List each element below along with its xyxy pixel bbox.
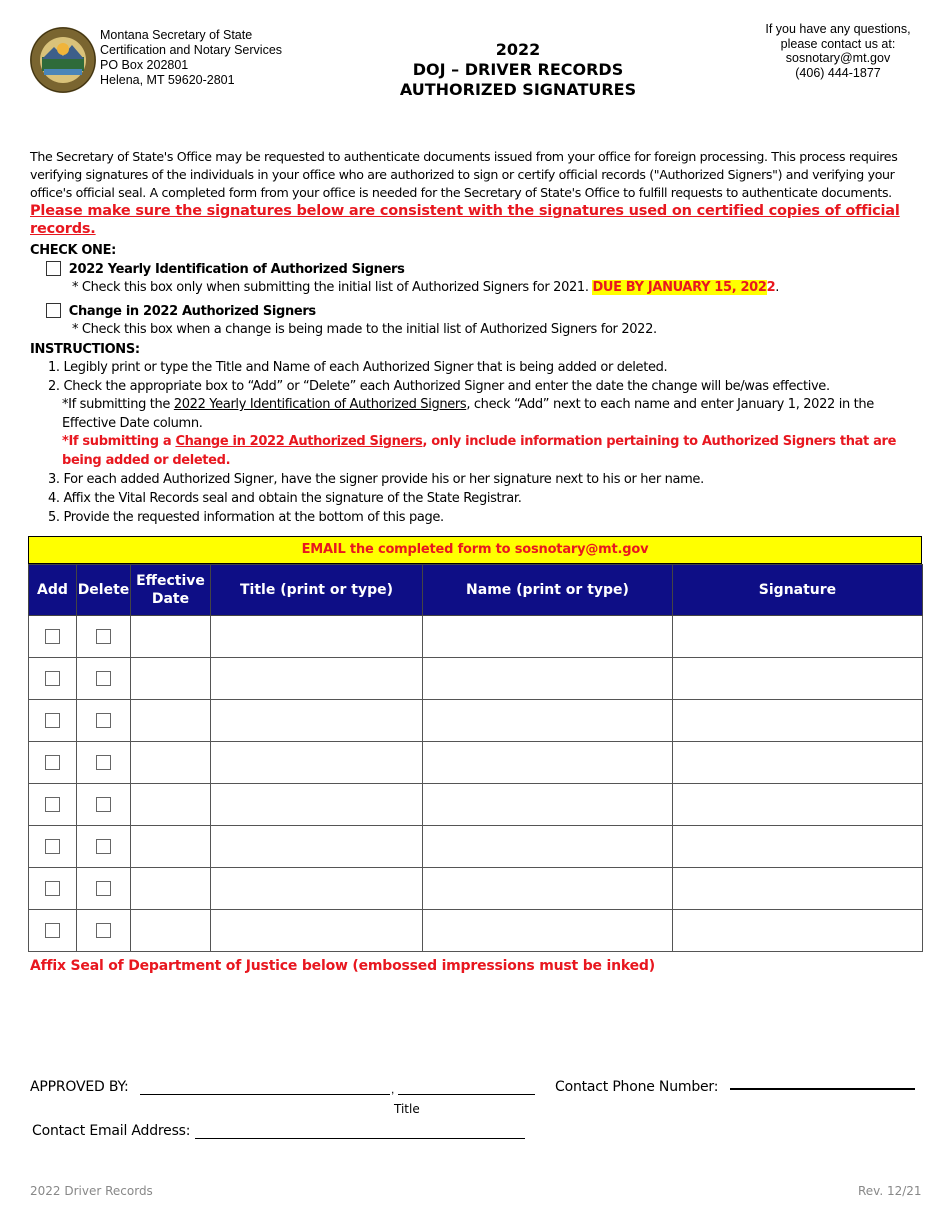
due-date-highlight: DUE BY JANUARY 15, 202 xyxy=(592,280,767,295)
name-cell[interactable] xyxy=(423,742,673,784)
title-caption: Title xyxy=(394,1102,420,1116)
name-cell[interactable] xyxy=(423,826,673,868)
add-checkbox[interactable] xyxy=(45,797,60,812)
effective-date-cell[interactable] xyxy=(131,658,211,700)
add-checkbox-cell[interactable] xyxy=(29,868,77,910)
instruction-step-2-red-note xyxy=(62,433,922,470)
signature-cell[interactable] xyxy=(673,700,923,742)
agency-line: Helena, MT 59620-2801 xyxy=(100,73,235,87)
add-checkbox-cell[interactable] xyxy=(29,742,77,784)
table-body xyxy=(29,616,923,952)
approved-by-comma: , xyxy=(391,1082,395,1096)
title-cell[interactable] xyxy=(211,784,423,826)
effective-date-cell[interactable] xyxy=(131,700,211,742)
form-title xyxy=(360,40,676,100)
approved-by-title-line[interactable] xyxy=(398,1094,535,1095)
contact-line: If you have any questions, xyxy=(765,22,911,36)
contact-phone-label: Contact Phone Number: xyxy=(555,1079,719,1095)
instruction-step-1: 1. Legibly print or type the Title and Name of each Authorized Signer that is being added or deleted. xyxy=(48,360,668,375)
contact-email-label: Contact Email Address: xyxy=(32,1123,191,1139)
add-checkbox-cell[interactable] xyxy=(29,784,77,826)
delete-checkbox-cell[interactable] xyxy=(77,784,131,826)
effective-date-cell[interactable] xyxy=(131,616,211,658)
option-yearly-label: 2022 Yearly Identification of Authorized Signers xyxy=(68,262,405,277)
instructions-heading: INSTRUCTIONS: xyxy=(30,342,140,357)
intro-text: The Secretary of State's Office may be requested to authenticate documents issued from your office for foreign processing. This process requires verifying signatures of the individuals in your office who are authorized to sign or certify official records ("Authorized Signers") and verifying your office's official seal. A completed form from your office is needed for the Secretary of State's Office to fulfill requests to authenticate documents. xyxy=(30,149,898,200)
title-cell[interactable] xyxy=(211,742,423,784)
table-row xyxy=(29,910,923,952)
add-checkbox-cell[interactable] xyxy=(29,700,77,742)
table-row xyxy=(29,742,923,784)
delete-checkbox[interactable] xyxy=(96,797,111,812)
title-cell[interactable] xyxy=(211,700,423,742)
title-cell[interactable] xyxy=(211,868,423,910)
option-change-checkbox[interactable] xyxy=(46,303,61,318)
signature-cell[interactable] xyxy=(673,742,923,784)
option-yearly-note-text: * Check this box only when submitting the initial list of Authorized Signers for 2021. xyxy=(72,280,589,295)
contact-phone: (406) 444-1877 xyxy=(795,65,881,80)
name-cell[interactable] xyxy=(423,658,673,700)
option-change-note: * Check this box when a change is being made to the initial list of Authorized Signers for 2022. xyxy=(72,322,657,337)
col-header-signature: Signature xyxy=(673,565,923,616)
title-year: 2022 xyxy=(495,40,541,59)
effective-date-cell[interactable] xyxy=(131,868,211,910)
red-note-link-change: Change in 2022 Authorized Signers xyxy=(175,434,423,449)
signature-cell[interactable] xyxy=(673,826,923,868)
add-checkbox[interactable] xyxy=(45,923,60,938)
footer-doc-name: 2022 Driver Records xyxy=(30,1184,153,1198)
option-yearly xyxy=(46,261,405,280)
delete-checkbox[interactable] xyxy=(96,755,111,770)
table-row xyxy=(29,700,923,742)
state-seal-logo xyxy=(30,27,96,93)
signature-cell[interactable] xyxy=(673,868,923,910)
approved-by-signature-line[interactable] xyxy=(140,1094,390,1095)
intro-paragraph xyxy=(30,148,925,238)
table-row xyxy=(29,868,923,910)
add-checkbox[interactable] xyxy=(45,881,60,896)
name-cell[interactable] xyxy=(423,700,673,742)
signature-cell[interactable] xyxy=(673,910,923,952)
effective-date-cell[interactable] xyxy=(131,826,211,868)
delete-checkbox-cell[interactable] xyxy=(77,910,131,952)
delete-checkbox-cell[interactable] xyxy=(77,742,131,784)
contact-info xyxy=(738,22,938,80)
contact-email-line[interactable] xyxy=(195,1138,525,1139)
col-header-add: Add xyxy=(29,565,77,616)
table-row xyxy=(29,784,923,826)
instruction-step-4: 4. Affix the Vital Records seal and obtain the signature of the State Registrar. xyxy=(48,491,522,506)
signature-cell[interactable] xyxy=(673,616,923,658)
add-checkbox-cell[interactable] xyxy=(29,658,77,700)
col-header-effective-line: Date xyxy=(151,591,190,607)
approved-by-label: APPROVED BY: xyxy=(30,1079,129,1095)
name-cell[interactable] xyxy=(423,910,673,952)
add-checkbox[interactable] xyxy=(45,713,60,728)
delete-checkbox[interactable] xyxy=(96,839,111,854)
contact-email-link[interactable]: sosnotary@mt.gov xyxy=(785,51,891,65)
add-checkbox-cell[interactable] xyxy=(29,616,77,658)
email-banner: EMAIL the completed form to sosnotary@mt.gov xyxy=(28,536,922,564)
add-checkbox[interactable] xyxy=(45,839,60,854)
seal-instruction: Affix Seal of Department of Justice below (embossed impressions must be inked) xyxy=(30,958,655,974)
effective-date-cell[interactable] xyxy=(131,784,211,826)
title-cell[interactable] xyxy=(211,658,423,700)
name-cell[interactable] xyxy=(423,784,673,826)
title-cell[interactable] xyxy=(211,910,423,952)
option-yearly-checkbox[interactable] xyxy=(46,261,61,276)
option-change-label: Change in 2022 Authorized Signers xyxy=(68,304,316,319)
instruction-step-2: 2. Check the appropriate box to “Add” or “Delete” each Authorized Signer and enter the date the change will be/was effective. xyxy=(48,379,830,394)
agency-address xyxy=(100,28,282,88)
signers-table xyxy=(28,564,923,952)
delete-checkbox-cell[interactable] xyxy=(77,826,131,868)
due-date-tail: 2 xyxy=(766,280,776,295)
red-note-text: *If submitting a xyxy=(62,434,176,449)
add-checkbox[interactable] xyxy=(45,629,60,644)
col-header-effective-line: Effective xyxy=(136,573,205,589)
delete-checkbox[interactable] xyxy=(96,671,111,686)
instruction-step-3: 3. For each added Authorized Signer, have the signer provide his or her signature next to his or her name. xyxy=(48,472,704,487)
delete-checkbox-cell[interactable] xyxy=(77,868,131,910)
col-header-delete: Delete xyxy=(77,565,131,616)
name-cell[interactable] xyxy=(423,616,673,658)
table-row xyxy=(29,826,923,868)
option-yearly-note-end: . xyxy=(775,280,780,295)
title-cell[interactable] xyxy=(211,616,423,658)
title-line: DOJ – DRIVER RECORDS xyxy=(412,60,624,79)
delete-checkbox[interactable] xyxy=(96,923,111,938)
instruction-step-2-note xyxy=(62,396,922,433)
title-cell[interactable] xyxy=(211,826,423,868)
add-checkbox-cell[interactable] xyxy=(29,910,77,952)
name-cell[interactable] xyxy=(423,868,673,910)
add-checkbox[interactable] xyxy=(45,671,60,686)
effective-date-cell[interactable] xyxy=(131,742,211,784)
instruction-step-5: 5. Provide the requested information at the bottom of this page. xyxy=(48,510,444,525)
agency-line: Montana Secretary of State xyxy=(100,28,253,42)
intro-emphasis: Please make sure the signatures below are consistent with the signatures used on certified copies of official records. xyxy=(30,203,900,237)
title-line: AUTHORIZED SIGNATURES xyxy=(399,80,637,99)
agency-line: Certification and Notary Services xyxy=(100,43,283,57)
contact-phone-line[interactable] xyxy=(730,1088,915,1090)
col-header-effective-date xyxy=(131,565,211,616)
col-header-title: Title (print or type) xyxy=(211,565,423,616)
delete-checkbox[interactable] xyxy=(96,629,111,644)
add-checkbox[interactable] xyxy=(45,755,60,770)
add-checkbox-cell[interactable] xyxy=(29,826,77,868)
signature-cell[interactable] xyxy=(673,658,923,700)
contact-line: please contact us at: xyxy=(780,36,896,51)
delete-checkbox-cell[interactable] xyxy=(77,700,131,742)
red-note-text: , only include information pertaining to Authorized Signers that are being added or deleted. xyxy=(62,434,897,468)
agency-line: PO Box 202801 xyxy=(100,58,189,72)
signature-cell[interactable] xyxy=(673,784,923,826)
table-row xyxy=(29,616,923,658)
footer-revision: Rev. 12/21 xyxy=(858,1184,922,1198)
delete-checkbox-cell[interactable] xyxy=(77,658,131,700)
effective-date-cell[interactable] xyxy=(131,910,211,952)
delete-checkbox[interactable] xyxy=(96,881,111,896)
note-text: *If submitting the xyxy=(62,397,174,412)
note-text: , check “Add” next to each name and enter January 1, 2022 in the Effective Date column. xyxy=(62,397,874,431)
option-yearly-note xyxy=(72,279,779,298)
note-link-yearly: 2022 Yearly Identification of Authorized Signers xyxy=(173,397,467,412)
col-header-name: Name (print or type) xyxy=(423,565,673,616)
delete-checkbox[interactable] xyxy=(96,713,111,728)
delete-checkbox-cell[interactable] xyxy=(77,616,131,658)
check-one-heading: CHECK ONE: xyxy=(30,243,116,258)
table-header-row xyxy=(29,565,923,616)
option-change xyxy=(46,303,316,322)
table-row xyxy=(29,658,923,700)
